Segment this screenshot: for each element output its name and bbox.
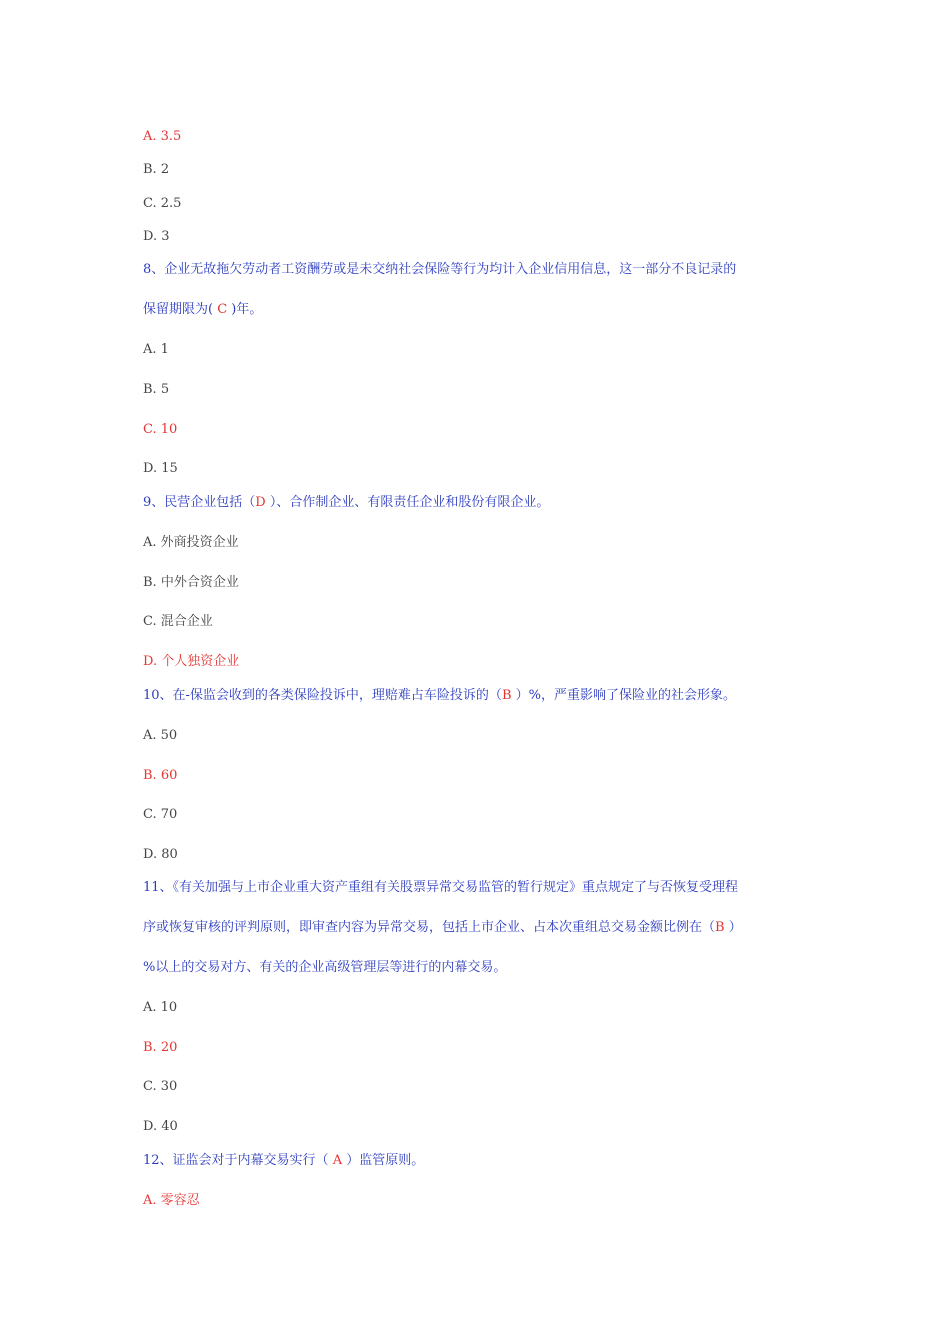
q11-option-b: B. 20 <box>143 1040 178 1055</box>
q9-option-d: D. 个人独资企业 <box>143 654 240 669</box>
q8-option-d: D. 15 <box>143 461 178 476</box>
q8-option-b: B. 5 <box>143 382 170 397</box>
q7-option-a: A. 3.5 <box>143 129 182 144</box>
q8-text-line2: 保留期限为( C )年。 <box>143 302 263 317</box>
q10-option-b: B. 60 <box>143 768 178 783</box>
q8-text-line1: 8、企业无故拖欠劳动者工资酬劳或是未交纳社会保险等行为均计入企业信用信息，这一部分不良记录的 <box>143 262 737 277</box>
q11-text-line2: 序或恢复审核的评判原则，即审查内容为异常交易，包括上市企业、占本次重组总交易金额比例在（B ） <box>143 920 742 935</box>
q11-option-a: A. 10 <box>143 1000 178 1015</box>
q11-option-d: D. 40 <box>143 1119 178 1134</box>
q8-answer: C <box>213 302 232 317</box>
q9-option-a: A. 外商投资企业 <box>143 535 239 550</box>
q11-text-line3: %以上的交易对方、有关的企业高级管理层等进行的内幕交易。 <box>143 960 507 975</box>
q11-answer: B <box>715 920 725 935</box>
q9-text: 9、民营企业包括（D ）、合作制企业、有限责任企业和股份有限企业。 <box>143 495 550 510</box>
q7-option-b: B. 2 <box>143 162 170 177</box>
q11-text-line1: 11、《有关加强与上市企业重大资产重组有关股票异常交易监管的暂行规定》重点规定了与否恢复受理程 <box>143 880 739 895</box>
q7-option-d: D. 3 <box>143 229 170 244</box>
q10-option-c: C. 70 <box>143 807 178 822</box>
q12-answer: A <box>332 1153 343 1168</box>
q12-option-a: A. 零容忍 <box>143 1193 200 1208</box>
q10-text: 10、在-保监会收到的各类保险投诉中，理赔难占车险投诉的（B ）%，严重影响了保险业的社会形象。 <box>143 688 736 703</box>
q10-option-d: D. 80 <box>143 847 178 862</box>
q10-option-a: A. 50 <box>143 728 178 743</box>
q9-option-c: C. 混合企业 <box>143 614 213 629</box>
q9-option-b: B. 中外合资企业 <box>143 575 239 590</box>
q10-answer: B <box>501 688 512 703</box>
q12-text: 12、证监会对于内幕交易实行（ A ）监管原则。 <box>143 1153 425 1168</box>
q8-option-a: A. 1 <box>143 342 169 357</box>
q7-option-c: C. 2.5 <box>143 196 182 211</box>
q11-option-c: C. 30 <box>143 1079 178 1094</box>
q8-option-c: C. 10 <box>143 422 178 437</box>
q9-answer: D <box>255 495 266 510</box>
